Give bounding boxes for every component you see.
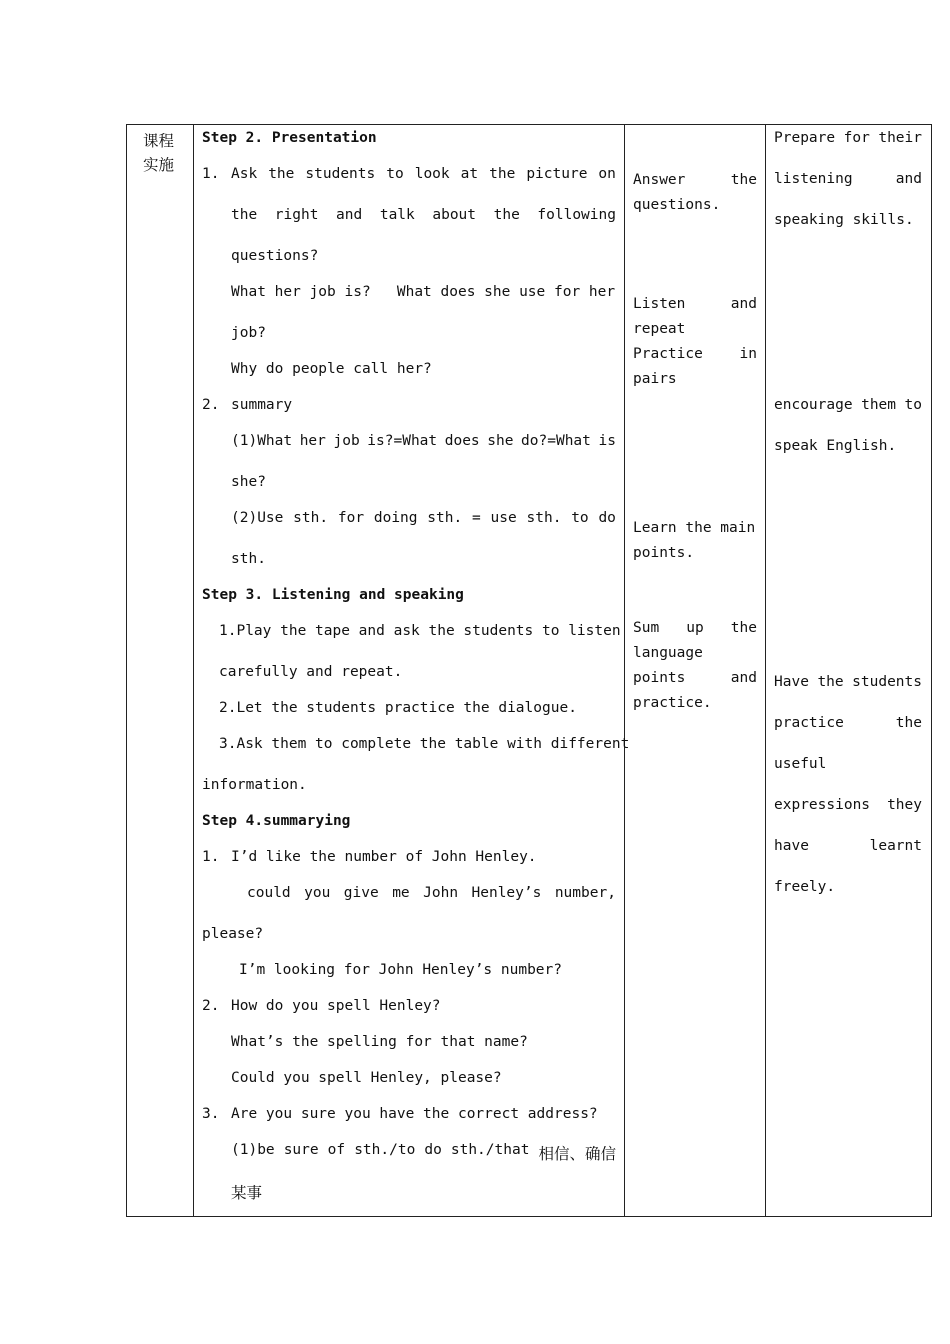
purpose-line: freely. — [774, 879, 836, 895]
purpose-line: encourage them to — [774, 397, 922, 413]
summary-label: summary — [231, 397, 293, 413]
purpose-line: speak English. — [774, 438, 897, 454]
section-label-line: 课程 — [143, 132, 175, 150]
summary-line: sth. — [231, 551, 266, 567]
step4-heading: Step 4.summarying — [202, 813, 351, 829]
activity-line: points. — [633, 545, 695, 561]
step2-heading: Step 2. Presentation — [202, 130, 377, 146]
step2-item1-line: Ask the students to look at the picture on — [231, 166, 616, 182]
lesson-plan-table — [126, 124, 932, 1217]
activity-line: practice. — [633, 695, 712, 711]
activity-line: Practice in — [633, 346, 757, 362]
table-row — [127, 125, 932, 1217]
purpose-line: Prepare for their — [774, 130, 922, 146]
question-line: job? — [231, 325, 266, 341]
step3-line: 3.Ask them to complete the table with different — [219, 736, 630, 752]
purpose-line: practice the — [774, 715, 922, 731]
expression-line: 某事 — [231, 1184, 263, 1202]
activity-line: points and — [633, 670, 757, 686]
question-line: Why do people call her? — [231, 361, 432, 377]
step2-item1-line: questions? — [231, 248, 319, 264]
step3-heading: Step 3. Listening and speaking — [202, 587, 464, 603]
activity-line: Listen and — [633, 296, 757, 312]
activity-line: repeat — [633, 321, 686, 337]
expression-line: please? — [202, 926, 264, 942]
purpose-line: useful — [774, 756, 827, 772]
step3-line: information. — [202, 777, 307, 793]
student-activity-cell — [625, 125, 766, 1217]
expression-line: Are you sure you have the correct address? — [231, 1106, 598, 1122]
procedure-cell — [194, 125, 630, 1217]
step3-line: 1.Play the tape and ask the students to listen — [219, 623, 621, 639]
purpose-line: have learnt — [774, 838, 922, 854]
list-number: 3. — [202, 1106, 220, 1122]
purpose-cell — [766, 125, 932, 1217]
expression-line: I’d like the number of John Henley. — [231, 849, 537, 865]
summary-line: (1)What her job is?=What does she do?=What is — [231, 433, 616, 449]
question-line: What her job is? What does she use for her — [231, 284, 616, 300]
activity-line: language — [633, 645, 703, 661]
activity-line: pairs — [633, 371, 677, 387]
summary-line: she? — [231, 474, 266, 490]
summary-line: (2)Use sth. for doing sth. = use sth. to do — [231, 510, 616, 526]
expression-line: What’s the spelling for that name? — [231, 1034, 528, 1050]
purpose-line: Have the students — [774, 674, 922, 690]
activity-line: Answer the — [633, 172, 757, 188]
step3-line: 2.Let the students practice the dialogue. — [219, 700, 577, 716]
section-label-cell — [127, 125, 194, 1217]
list-number: 2. — [202, 397, 220, 413]
activity-line: Learn the main — [633, 520, 756, 536]
purpose-line: listening and — [774, 171, 922, 187]
step3-line: carefully and repeat. — [219, 664, 403, 680]
purpose-line: speaking skills. — [774, 212, 914, 228]
list-number: 1. — [202, 166, 220, 182]
expression-line: Could you spell Henley, please? — [231, 1070, 502, 1086]
section-label-line: 实施 — [143, 156, 175, 174]
step2-item1-line: the right and talk about the following — [231, 207, 616, 223]
expression-line: How do you spell Henley? — [231, 998, 441, 1014]
activity-line: Sum up the — [633, 620, 757, 636]
purpose-line: expressions they — [774, 797, 922, 813]
activity-line: questions. — [633, 197, 721, 213]
list-number: 1. — [202, 849, 220, 865]
expression-line: I’m looking for John Henley’s number? — [239, 962, 563, 978]
list-number: 2. — [202, 998, 220, 1014]
expression-line: (1)be sure of sth./to do sth./that 相信、确信 — [231, 1142, 616, 1163]
expression-line: could you give me John Henley’s number, — [247, 885, 616, 901]
